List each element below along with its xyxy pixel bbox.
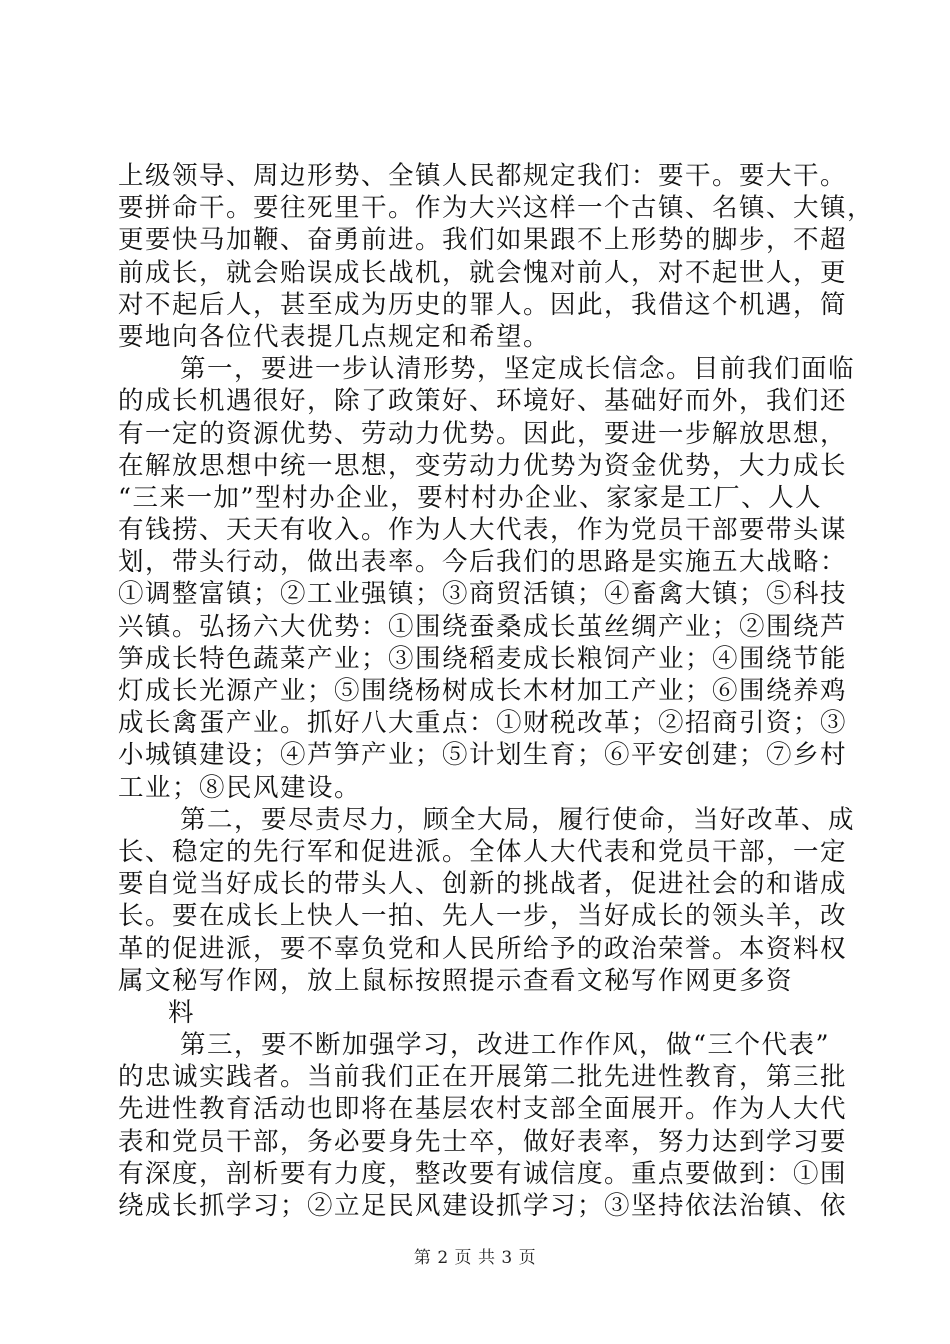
- text-line: 在解放思想中统一思想，变劳动力优势为资金优势，大力成长: [118, 450, 848, 481]
- text-line: 料: [168, 997, 196, 1028]
- text-line: 小城镇建设；④芦笋产业；⑤计划生育；⑥平安创建；⑦乡村: [118, 740, 848, 771]
- text-line: 更要快马加鞭、奋勇前进。我们如果跟不上形势的脚步，不超: [118, 225, 848, 256]
- text-line: 要地向各位代表提几点规定和希望。: [118, 321, 551, 352]
- text-line: 属文秘写作网，放上鼠标按照提示查看文秘写作网更多资: [118, 965, 794, 996]
- text-line: 要自觉当好成长的带头人、创新的挑战者，促进社会的和谐成: [118, 869, 848, 900]
- text-line: 的成长机遇很好，除了政策好、环境好、基础好而外，我们还: [118, 386, 848, 417]
- text-line: 第二，要尽责尽力，顾全大局，履行使命，当好改革、成: [180, 804, 856, 835]
- text-line: 长、稳定的先行军和促进派。全体人大代表和党员干部，一定: [118, 836, 848, 867]
- text-line: 前成长，就会贻误成长战机，就会愧对前人，对不起世人，更: [118, 257, 848, 288]
- text-line: 表和党员干部，务必要身先士卒，做好表率，努力达到学习要: [118, 1126, 848, 1157]
- text-line: 有一定的资源优势、劳动力优势。因此，要进一步解放思想，: [118, 418, 848, 449]
- text-line: 兴镇。弘扬六大优势：①围绕蚕桑成长茧丝绸产业；②围绕芦: [118, 611, 848, 642]
- text-line: 的忠诚实践者。当前我们正在开展第二批先进性教育，第三批: [118, 1062, 848, 1093]
- text-line: 成长禽蛋产业。抓好八大重点：①财税改革；②招商引资；③: [118, 708, 848, 739]
- text-line: 先进性教育活动也即将在基层农村支部全面展开。作为人大代: [118, 1094, 848, 1125]
- document-body: [118, 160, 875, 1222]
- text-line: ①调整富镇；②工业强镇；③商贸活镇；④畜禽大镇；⑤科技: [118, 579, 848, 610]
- text-line: 上级领导、周边形势、全镇人民都规定我们：要干。要大干。: [118, 161, 848, 191]
- page-footer: 第 2 页 共 3 页: [413, 1248, 537, 1268]
- text-line: 有深度，剖析要有力度，整改要有诚信度。重点要做到：①围: [118, 1158, 848, 1189]
- text-line: 灯成长光源产业；⑤围绕杨树成长木材加工产业；⑥围绕养鸡: [118, 676, 848, 706]
- text-line: 第一，要进一步认清形势，坚定成长信念。目前我们面临: [180, 354, 856, 385]
- text-line: 有钱捞、天天有收入。作为人大代表，作为党员干部要带头谋: [118, 515, 848, 546]
- text-line: 第三，要不断加强学习，改进工作作风，做“三个代表”: [180, 1030, 831, 1061]
- text-line: 长。要在成长上快人一拍、先人一步，当好成长的领头羊，改: [118, 901, 848, 932]
- text-line: 笋成长特色蔬菜产业；③围绕稻麦成长粮饲产业；④围绕节能: [118, 643, 848, 674]
- text-line: 工业；⑧民风建设。: [118, 772, 362, 803]
- text-line: 要拼命干。要往死里干。作为大兴这样一个古镇、名镇、大镇，: [118, 193, 875, 224]
- text-line: 革的促进派，要不辜负党和人民所给予的政治荣誉。本资料权: [118, 933, 848, 964]
- text-line: “三来一加”型村办企业，要村村办企业、家家是工厂、人人: [118, 482, 823, 513]
- text-line: 对不起后人，甚至成为历史的罪人。因此，我借这个机遇，简: [118, 289, 848, 320]
- text-line: 绕成长抓学习；②立足民风建设抓学习；③坚持依法治镇、依: [118, 1191, 848, 1221]
- text-line: 划，带头行动，做出表率。今后我们的思路是实施五大战略：: [118, 547, 848, 578]
